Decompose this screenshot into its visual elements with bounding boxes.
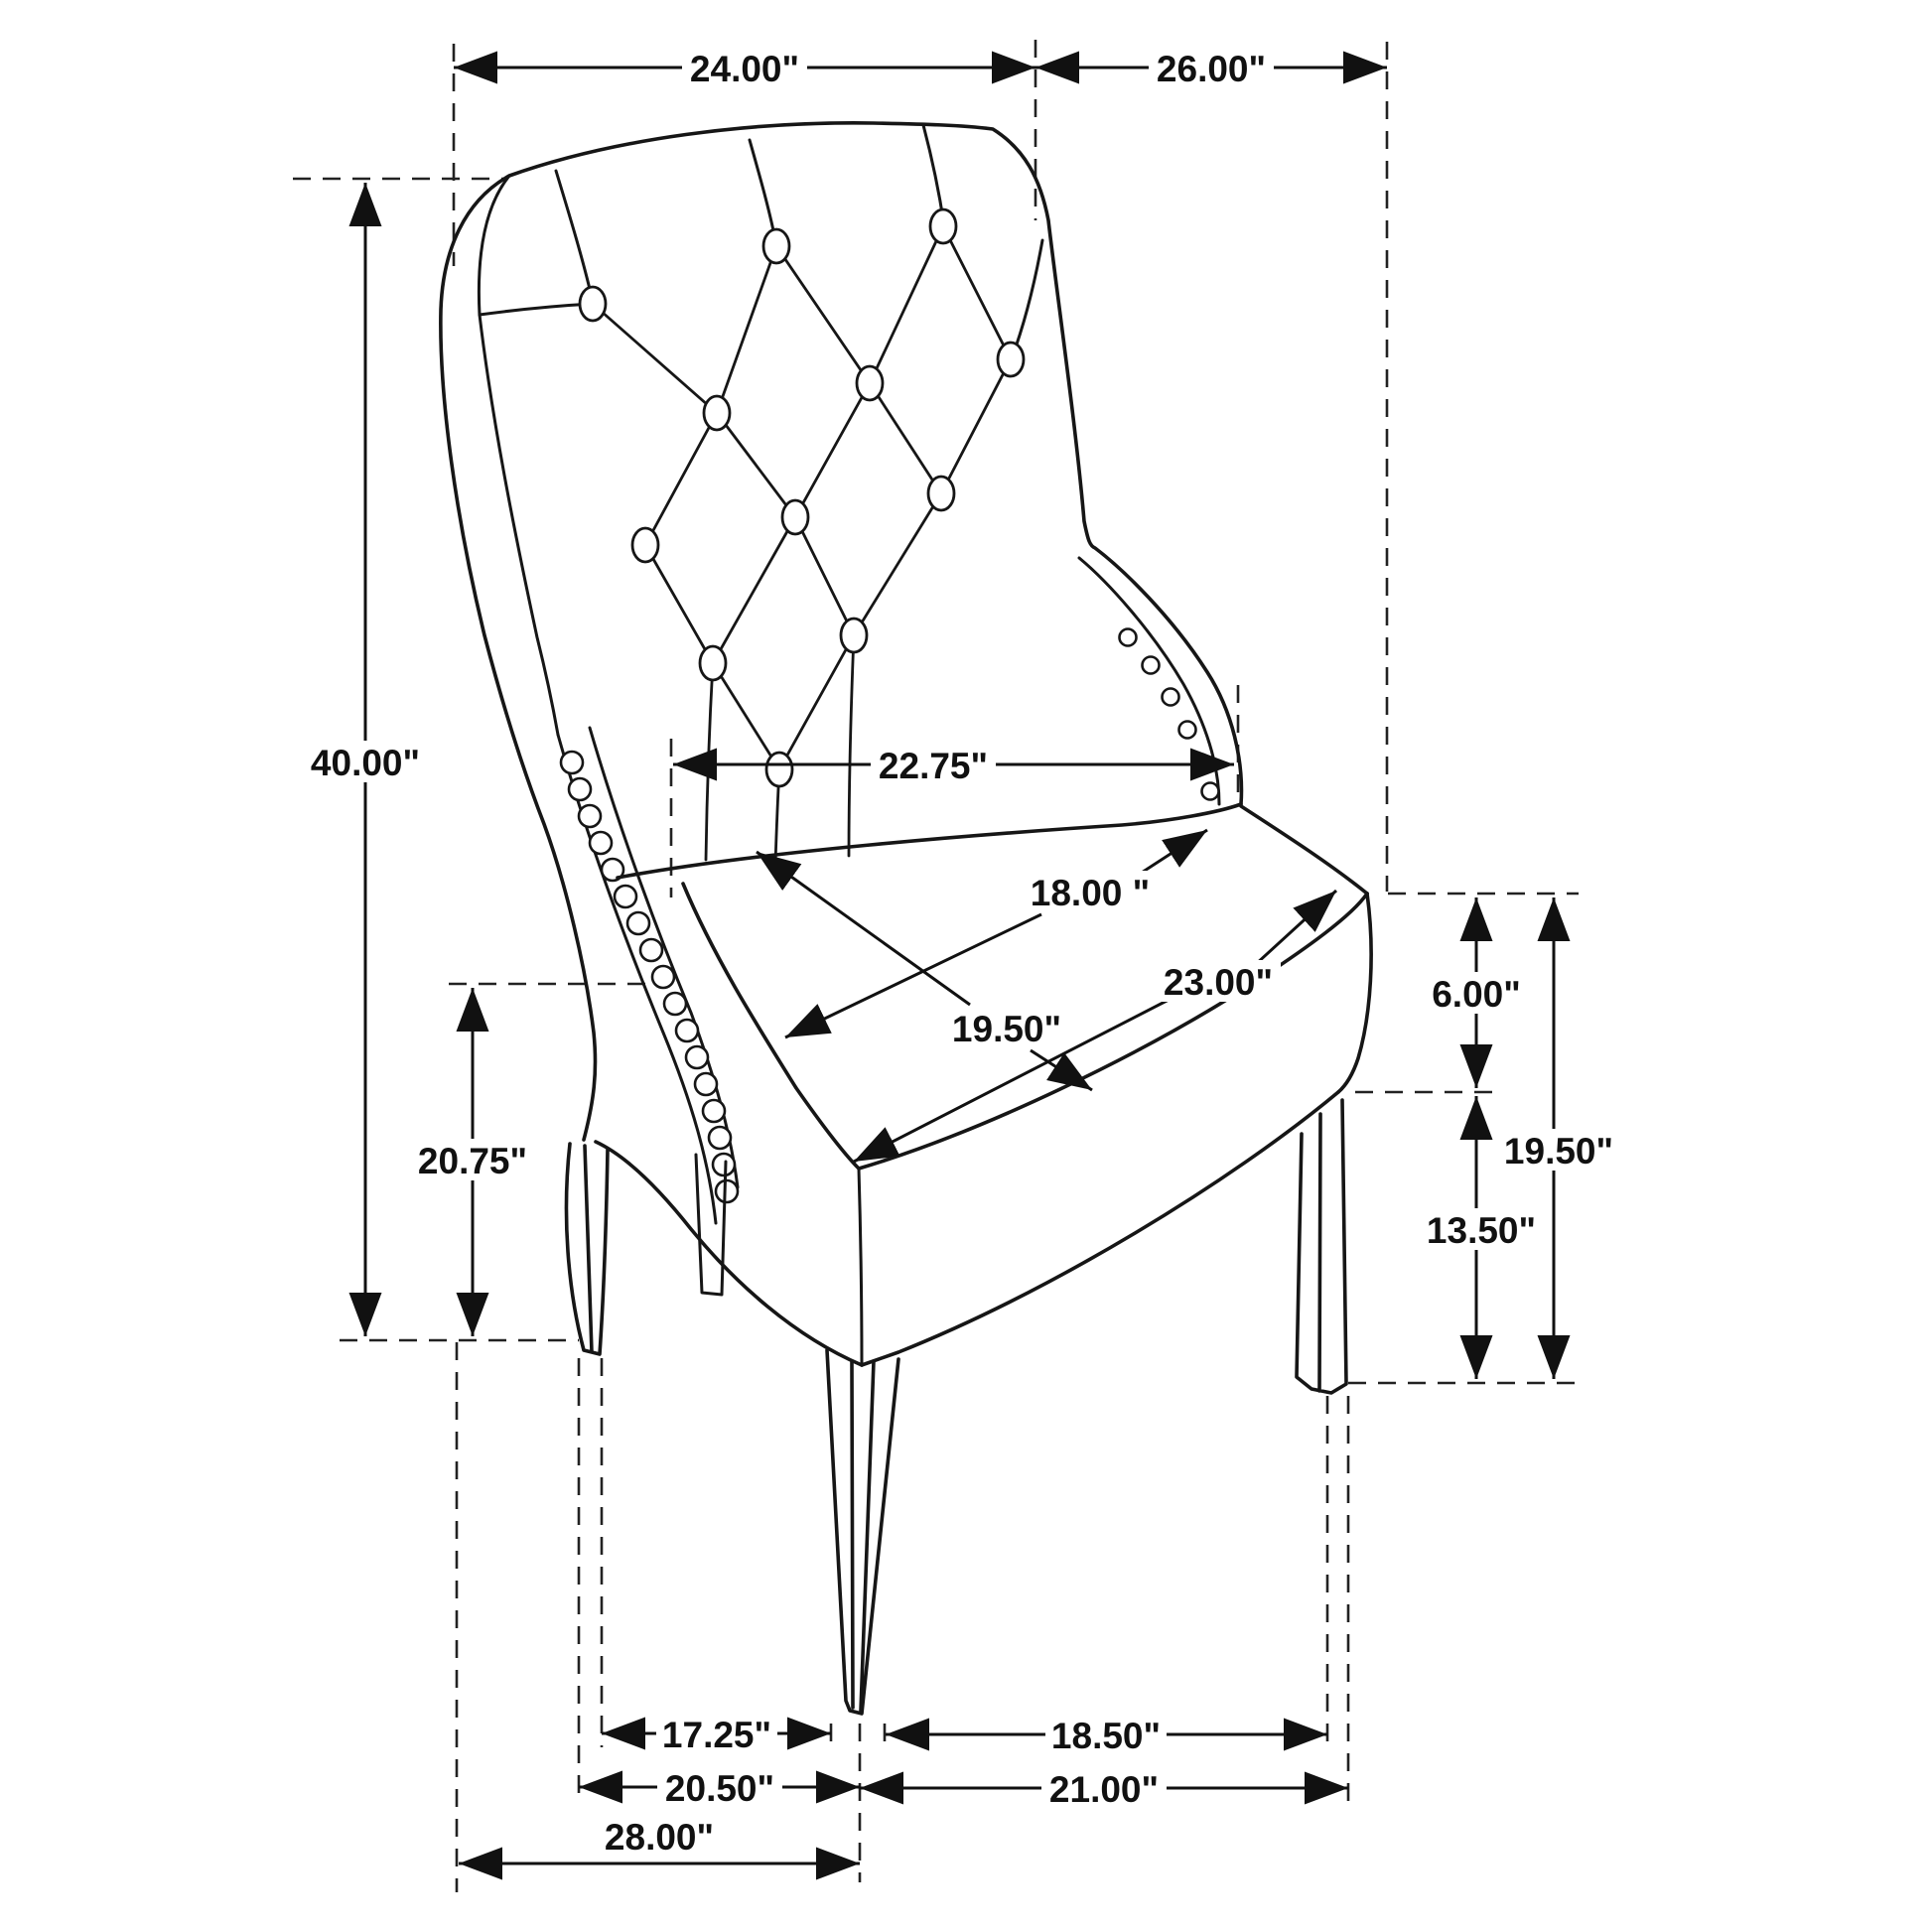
tufting-top-seams	[556, 125, 1042, 358]
dim-front-width-floor	[579, 1766, 860, 1809]
dim-label-28: 28.00"	[604, 1817, 715, 1858]
back-lower-seams	[706, 635, 854, 864]
dim-label-2275: 22.75"	[878, 746, 989, 786]
left-ear-seam	[479, 176, 593, 315]
dim-label-1950-seat: 19.50"	[951, 1009, 1062, 1049]
nailhead-trim-right	[1120, 629, 1219, 800]
dim-label-600: 6.00"	[1432, 974, 1521, 1015]
dim-overall-depth-floor	[459, 1815, 860, 1863]
front-leg	[827, 1350, 898, 1714]
tufting-buttons	[580, 209, 1024, 786]
dim-seat-height	[1496, 897, 1621, 1379]
dim-arm-height	[410, 988, 535, 1336]
dim-label-1850: 18.50"	[1050, 1716, 1162, 1756]
dim-leg-depth-spacing	[886, 1714, 1327, 1756]
dim-label-2100: 21.00"	[1048, 1769, 1160, 1810]
left-leg	[566, 1144, 608, 1354]
back-right-leg	[1297, 1100, 1346, 1393]
dim-front-leg-spacing	[602, 1713, 831, 1755]
dim-back-width-at-seat	[673, 744, 1234, 786]
dim-label-40: 40.00"	[310, 743, 421, 783]
dim-label-18: 18.00 "	[1030, 873, 1151, 913]
dim-label-26: 26.00"	[1156, 49, 1267, 89]
dim-seat-depth	[785, 830, 1207, 1037]
dim-label-2050: 20.50"	[664, 1768, 775, 1809]
dim-label-24: 24.00"	[689, 49, 800, 89]
dim-top-overall-depth	[1035, 47, 1387, 89]
dim-label-1725: 17.25"	[661, 1715, 772, 1755]
nailhead-trim-left	[561, 752, 738, 1202]
dim-label-1350: 13.50"	[1426, 1210, 1537, 1251]
dim-label-23: 23.00"	[1163, 962, 1274, 1003]
dim-seat-cushion-thickness	[1423, 897, 1530, 1088]
legs	[566, 1100, 1346, 1714]
left-wing-seam	[480, 315, 558, 735]
dim-side-depth-floor	[860, 1767, 1348, 1810]
chair-drawing	[441, 123, 1371, 1714]
dim-top-back-width	[454, 47, 1035, 89]
dim-label-1950-right: 19.50"	[1503, 1131, 1614, 1172]
dim-seat-diagonal	[854, 891, 1336, 1162]
dim-label-2075: 20.75"	[417, 1141, 528, 1181]
